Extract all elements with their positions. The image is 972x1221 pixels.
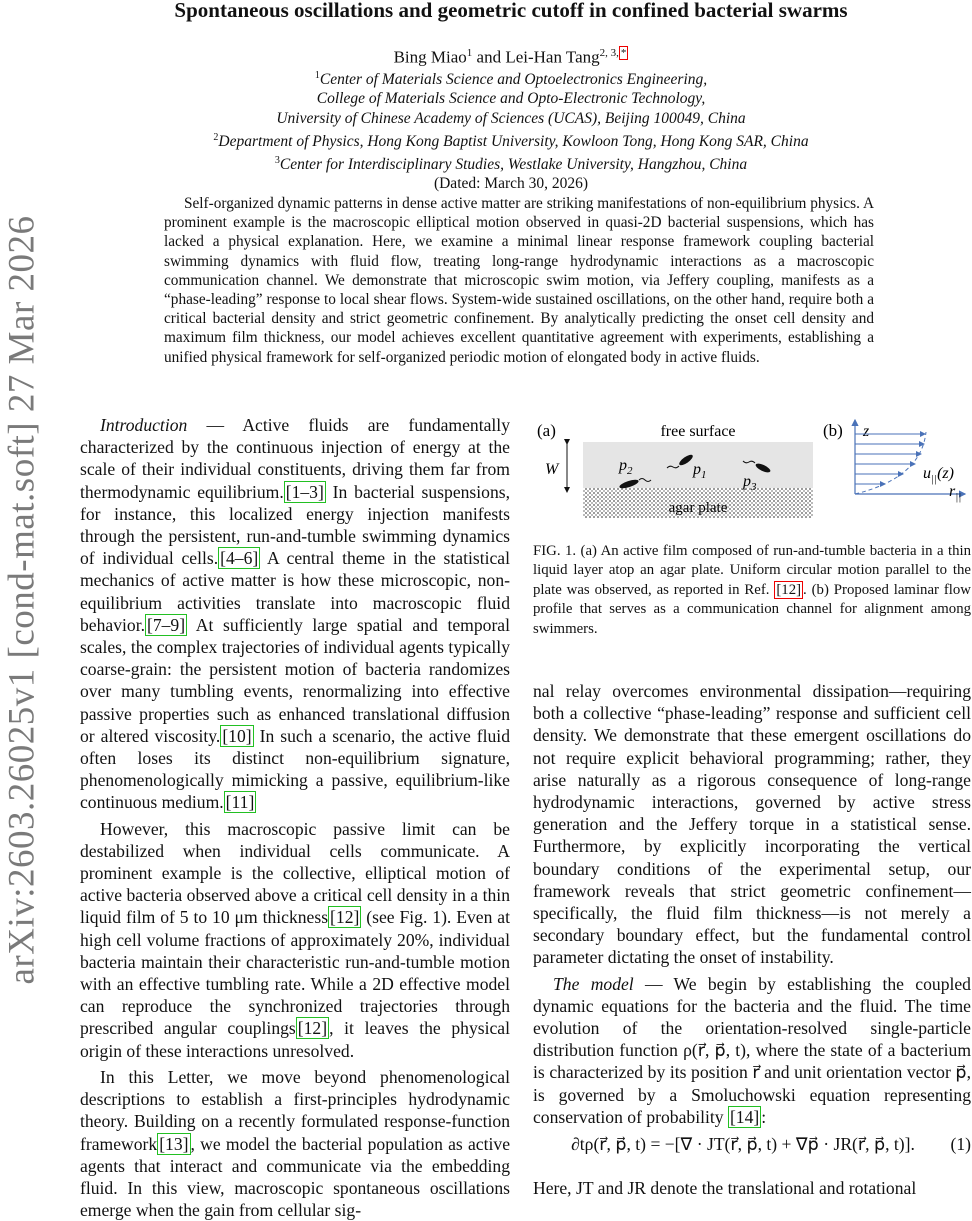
affiliations [60, 66, 962, 194]
velocity-label: $u_{||}(z)$ [923, 465, 954, 485]
velocity-profile-curve [855, 432, 926, 494]
free-surface-label: free surface [660, 423, 736, 440]
author-list [60, 42, 962, 69]
author-affil-mark: 2, 3, * [599, 47, 627, 59]
citation-link[interactable]: [13] [159, 1133, 189, 1154]
right-column [533, 680, 971, 1128]
paragraph-introduction: Introduction — Active fluids are fundamentally characterized by the continuous injection of energy at the scale of their individual constituents, driving them far from thermodynamic equilibrium. [1–3] In bacterial suspensions, for instance, this localized energy injection manifests through the persistent, run-and-tumble swimming dynamics of individual cells. [4–6] A central theme in the statistical mechanics of active matter is how these microscopic, non-equilibrium activities translate into macroscopic fluid behavior. [7–9] At sufficiently large spatial and temporal scales, the complex trajectories of individual agents typically coarse-grain: the persistent motion of bacteria randomizes over many tumbling events, renormalizing into effective passive properties such as enhanced translational diffusion or altered viscosity. [10] In such a scenario, the active fluid often loses its distinct non-equilibrium signature, phenomenologically mimicking a passive, equilibrium-like continuous medium. [11] [80, 415, 510, 813]
paragraph-continuation: Here, JT and JR denote the translational and rotational [533, 1178, 917, 1198]
bacterium-1-label: $p_1$ [693, 461, 707, 481]
bacterium-3-label: $p_3$ [743, 473, 757, 493]
figure-1-caption: FIG. 1. (a) An active film composed of run-and-tumble bacteria in a thin liquid layer atop an agar plate. Uniform circular motion parallel to the plate was observed, as reported in Ref. [12] . (b) Proposed laminar flow profile that serves as a communication channel for alignment among swimmers. [533, 543, 971, 637]
equation-1 [533, 1134, 971, 1158]
citation-link[interactable]: [4–6] [220, 548, 259, 569]
paper-title: Spontaneous oscillations and geometric cutoff in confined bacterial swarms [174, 0, 848, 22]
author-affil-mark: 1 [466, 47, 473, 59]
panel-label-a: (a) [537, 421, 556, 440]
arxiv-sidebar [0, 0, 42, 1200]
paragraph: nal relay overcomes environmental dissipation—requiring both a collective “phase-leading” response and sufficient cell density. We demonstrate that these emergent oscillations do not require explicit behavioral programming; rather, they arise naturally as a rigorous consequence of long-range hydrodynamic interactions, governed by active stress generation and the Jeffery torque in a statistical sense. Furthermore, by explicitly incorporating the vertical boundary conditions of the experimental setup, our framework reveals that strict geometric confinement—specifically, the fluid film thickness—is not merely a secondary boundary effect, but the fundamental control parameter dictating the onset of instability. [533, 681, 971, 968]
equation-number: (1) [950, 1134, 971, 1154]
panel-label-b: (b) [823, 421, 843, 440]
affiliation-line: $^3$Center for Interdisciplinary Studies, Westlake University, Hangzhou, China [274, 155, 748, 174]
agar-plate-label: agar plate [668, 500, 728, 516]
abstract: Self-organized dynamic patterns in dense active matter are striking manifestations of non-equilibrium physics. A prominent example is the macroscopic elliptical motion observed in quasi-2D bacterial suspensions, which has lacked a physical explanation. Here, we examine a minimal linear response framework coupling bacterial swimming dynamics with fluid flow, treating long-range hydrodynamic interactions as a macroscopic communication channel. We demonstrate that microscopic swim motion, via Jeffery coupling, manifests as a “phase-leading” response to local shear flows. System-wide sustained oscillations, on the other hand, require both a critical bacterial density and strict geometric confinement. By analytically predicting the onset cell density and maximum film thickness, our model achieves excellent quantitative agreement with experiments, establishing a unified physical framework for self-organized periodic motion of elongated body in active fluids. [164, 195, 874, 366]
citation-link[interactable]: [12] [330, 907, 360, 928]
section-heading: Introduction [100, 415, 188, 435]
thickness-label: W [545, 461, 559, 478]
citation-link[interactable]: [14] [729, 1106, 760, 1127]
figure-1 [533, 416, 971, 528]
date-line: (Dated: March 30, 2026) [433, 175, 589, 193]
author-name: Lei-Han Tang [505, 47, 600, 67]
corresponding-author-link[interactable]: * [620, 47, 627, 59]
author-conjunction: and [476, 47, 502, 67]
citation-link[interactable]: [11] [225, 792, 255, 813]
affiliation-line: $^1$Center of Materials Science and Optoelectronics Engineering, [314, 70, 708, 89]
flow-profile [855, 434, 925, 484]
left-column [80, 414, 510, 1221]
affiliation-line: College of Materials Science and Opto-Electronic Technology, [316, 90, 706, 108]
r-axis-label: $r_{||}$ [949, 483, 962, 503]
author-name: Bing Miao [393, 47, 467, 67]
paragraph-model: The model — We begin by establishing the coupled dynamic equations for the bacteria and the fluid. The time evolution of the orientation-resolved single-particle distribution function ρ(r⃗, p⃗, t), where the state of a bacterium is characterized by its position r⃗ and unit orientation vector p⃗, is governed by a Smoluchowski equation representing conservation of probability [14] : [533, 973, 971, 1127]
section-heading: The model [553, 973, 634, 994]
citation-link[interactable]: [12] [297, 1018, 328, 1039]
citation-link[interactable]: [1–3] [285, 481, 324, 502]
citation-link[interactable]: [10] [222, 725, 252, 746]
bacterium-2-label: $p_2$ [619, 457, 633, 477]
arxiv-identifier: arXiv:2603.26025v1 [cond-mat.soft] 27 Mar 2026 [1, 215, 43, 985]
equation-body: ∂tρ(r⃗, p⃗, t) = −[∇ · JT(r⃗, p⃗, t) + ∇p⃗ · JR(r⃗, p⃗, t)]. [571, 1134, 915, 1154]
affiliation-line: University of Chinese Academy of Sciences (UCAS), Beijing 100049, China [276, 109, 746, 127]
citation-link[interactable]: [12] [776, 581, 802, 598]
z-axis-label: z [863, 423, 870, 440]
citation-link[interactable]: [7–9] [146, 614, 186, 635]
affiliation-line: $^2$Department of Physics, Hong Kong Baptist University, Kowloon Tong, Hong Kong SAR, China [213, 131, 809, 150]
paragraph: In this Letter, we move beyond phenomenological descriptions to establish a first-principles hydrodynamic theory. Building on a recently formulated response-function framework [13] , we model the bacterial population as active agents that interact and communicate via the embedding fluid. In this view, macroscopic spontaneous oscillations emerge when the gain from cellular sig- [80, 1066, 510, 1221]
paragraph: However, this macroscopic passive limit can be destabilized when individual cells communicate. A prominent example is the collective, elliptical motion of active bacteria observed above a critical cell density in a thin liquid film of 5 to 10 μm thickness [12] (see Fig. 1). Even at high cell volume fractions of approximately 20%, individual bacteria maintain their characteristic run-and-tumble motion with an effective tumbling rate. While a 2D effective model can reproduce the synchronized trajectories through prescribed angular couplings [12] , it leaves the physical origin of these interactions unresolved. [80, 818, 510, 1061]
